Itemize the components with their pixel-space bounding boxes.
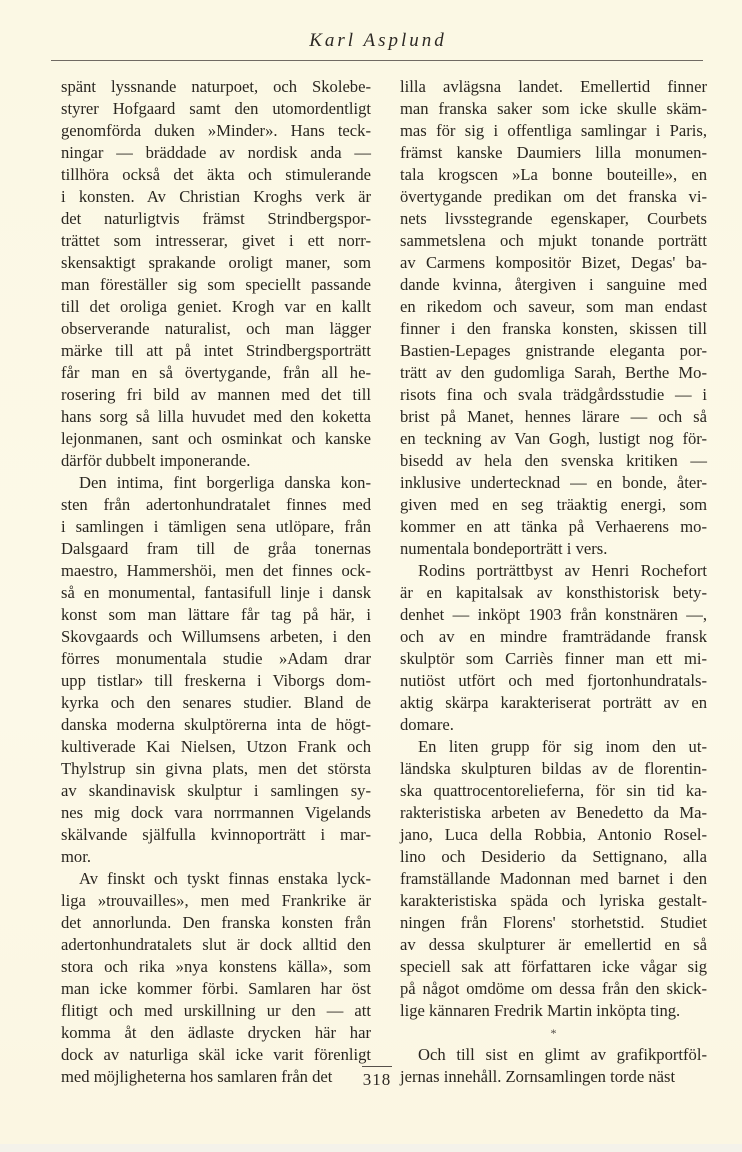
- text-line: Dalsgaard fram till de gråa tonernas: [61, 539, 371, 558]
- text-line: Och till sist en glimt av grafikportföl-: [418, 1045, 707, 1064]
- text-line: får man en så övertygande, från all he-: [61, 363, 371, 382]
- text-line: skulptör som Carriès finner man ett mi-: [400, 649, 707, 668]
- text-line: därför dubbelt imponerande.: [61, 451, 251, 470]
- text-line: komma åt den ädlaste drycken här har: [61, 1023, 371, 1042]
- text-line: trättet som intresserar, givet i ett norr-: [61, 231, 371, 250]
- text-line: ska quattrocentorelieferna, för sin tid ka-: [400, 781, 707, 800]
- right-text-column: [400, 76, 707, 1088]
- text-line: på något omdöme om dessa från den skick-: [400, 979, 707, 998]
- text-line: aktig skärpa karakteriserat porträtt av en: [400, 693, 707, 712]
- text-line: speciell sak att författaren icke vågar sig: [400, 957, 707, 976]
- section-divider-asterisk: *: [550, 1026, 557, 1040]
- text-line: Thylstrup sin givna plats, men det största: [61, 759, 371, 778]
- text-line: det naturligtvis främst Strindbergspor-: [61, 209, 371, 228]
- text-line: spänt lyssnande naturpoet, och Skolebe-: [61, 77, 371, 96]
- text-line: jernas innehåll. Zornsamlingen torde näst: [400, 1067, 676, 1086]
- text-line: adertonhundratalets slut är dock alltid den: [61, 935, 371, 954]
- running-head-author: Karl Asplund: [309, 30, 447, 51]
- text-line: dock av naturliga skäl icke varit förenligt: [61, 1045, 371, 1064]
- text-line: främst kanske Daumiers lilla monumen-: [400, 143, 707, 162]
- text-line: av skandinavisk skulptur i samlingen sy-: [61, 781, 371, 800]
- text-line: nets livsstegrande egenskaper, Courbets: [400, 209, 707, 228]
- text-line: rosering fri bild av mannen med det till: [61, 385, 371, 404]
- text-line: nutiöst utfört och med fjortonhundratals-: [400, 671, 707, 690]
- text-line: och av en mindre framträdande fransk: [400, 627, 707, 646]
- text-line: konst som man lättare får tag på här, i: [61, 605, 371, 624]
- text-line: tillhöra också det äkta och stimulerande: [61, 165, 371, 184]
- text-line: sammetslena och mjukt tonande porträtt: [400, 231, 707, 250]
- text-line: övertygande predikan om det franska vi-: [400, 187, 707, 206]
- text-line: ningar — bräddade av nordisk anda —: [61, 143, 371, 162]
- text-line: rakteristiska arbeten av Benedetto da Ma-: [400, 803, 707, 822]
- text-line: numentala bondeporträtt i vers.: [400, 539, 608, 558]
- text-line: lige kännaren Fredrik Martin inköpta ting.: [400, 1001, 681, 1020]
- text-line: finner i den franska konsten, skissen till: [400, 319, 707, 338]
- text-line: framställande Madonnan med barnet i den: [400, 869, 707, 888]
- text-line: nes mig dock vara norrmannen Vigelands: [61, 803, 371, 822]
- text-line: Bastien-Lepages gnistrande eleganta por-: [400, 341, 707, 360]
- text-line: mas för sig i offentliga samlingar i Paris,: [400, 121, 707, 140]
- text-line: styrer Hofgaard samt den utomordentligt: [61, 99, 371, 118]
- text-line: märke till att på intet Strindbergsporträtt: [61, 341, 371, 360]
- text-line: hans sorg så lilla huvudet med den koketta: [61, 407, 371, 426]
- text-line: En liten grupp för sig inom den ut-: [418, 737, 707, 756]
- text-line: denhet — inköpt 1903 från konstnären —,: [400, 605, 707, 624]
- text-line: given med en seg träaktig energi, som: [400, 495, 707, 514]
- text-line: lino och Desiderio da Settignano, alla: [400, 847, 707, 866]
- text-line: det annorlunda. Den franska konsten från: [61, 913, 371, 932]
- text-line: med möjligheterna hos samlaren från det: [61, 1067, 333, 1086]
- text-line: karakteristiska späda och lyriska gestalt-: [400, 891, 707, 910]
- text-line: inklusive undertecknad — en bonde, åter-: [400, 473, 707, 492]
- text-line: lejonmanen, sant och osminkat och kanske: [61, 429, 371, 448]
- text-line: tala krogscen »La bonne bouteille», en: [400, 165, 707, 184]
- text-line: av dessa skulpturer är emellertid en så: [400, 935, 707, 954]
- left-text-column: [61, 76, 371, 1088]
- text-line: observerande naturalist, och man lägger: [61, 319, 371, 338]
- text-line: Den intima, fint borgerliga danska kon-: [79, 473, 371, 492]
- text-line: flitigt och med urskillning ur den — att: [61, 1001, 371, 1020]
- text-line: så en monumental, fantasifull linje i dansk: [61, 583, 371, 602]
- text-line: Skovgaards och Willumsens arbeten, i den: [61, 627, 371, 646]
- text-line: Av finskt och tyskt finnas enstaka lyck-: [79, 869, 371, 888]
- page-bottom-edge: [0, 1144, 742, 1152]
- text-line: jano, Luca della Robbia, Antonio Rosel-: [400, 825, 707, 844]
- header-rule: [51, 60, 703, 61]
- text-line: skensaktigt sprakande oroligt maner, som: [61, 253, 371, 272]
- text-line: man franska saker som icke skulle skäm-: [400, 99, 707, 118]
- text-line: stora och rika »nya konstens källa», som: [61, 957, 371, 976]
- text-line: skälvande själfulla kvinnoporträtt i mar-: [61, 825, 371, 844]
- text-line: i konsten. Av Christian Kroghs verk är: [61, 187, 371, 206]
- text-line: genomförda duken »Minder». Hans teck-: [61, 121, 371, 140]
- text-line: mor.: [61, 847, 91, 866]
- text-line: brist på Manet, hennes lärare — och så: [400, 407, 707, 426]
- page-number: 318: [362, 1070, 392, 1089]
- text-line: ländska skulpturen bildas av de florentin-: [400, 759, 707, 778]
- text-line: förres monumentala studie »Adam drar: [61, 649, 371, 668]
- text-line: är en kapitalsak av konsthistorisk bety-: [400, 583, 707, 602]
- text-line: i samlingen i tämligen sena utlöpare, från: [61, 517, 371, 536]
- text-line: danska moderna skulptörerna inta de högt-: [61, 715, 371, 734]
- text-line: ningen från Florens' storhetstid. Studiet: [400, 913, 707, 932]
- text-line: kommer en att tänka på Verhaerens mo-: [400, 517, 707, 536]
- text-line: man föreställer sig som speciellt passande: [61, 275, 371, 294]
- text-line: trätt av den gudomliga Sarah, Berthe Mo-: [400, 363, 707, 382]
- text-line: liga »trouvailles», men med Frankrike är: [61, 891, 371, 910]
- text-line: lilla avlägsna landet. Emellertid finner: [400, 77, 707, 96]
- text-line: kultiverade Kai Nielsen, Utzon Frank och: [61, 737, 371, 756]
- text-line: domare.: [400, 715, 454, 734]
- text-line: en rikedom och saveur, som man endast: [400, 297, 707, 316]
- text-line: risots fina och svala trädgårdsstudie — i: [400, 385, 707, 404]
- text-line: sten från adertonhundratalet finnes med: [61, 495, 371, 514]
- text-line: kyrka och den senares studier. Bland de: [61, 693, 371, 712]
- text-line: upp tistlar» till freskerna i Viborgs dom-: [61, 671, 371, 690]
- text-line: av Carmens kompositör Bizet, Degas' ba-: [400, 253, 707, 272]
- text-line: bisedd av hela den svenska kritiken —: [400, 451, 707, 470]
- text-line: maestro, Hammershöi, men det finnes ock-: [61, 561, 371, 580]
- text-line: till det oroliga geniet. Krogh var en kallt: [61, 297, 371, 316]
- text-line: en teckning av Van Gogh, lustigt nog för-: [400, 429, 707, 448]
- text-line: man icke kommer förbi. Samlaren har öst: [61, 979, 371, 998]
- text-line: Rodins porträttbyst av Henri Rochefort: [418, 561, 707, 580]
- folio-rule: [362, 1066, 392, 1067]
- text-line: dande kvinna, återgiven i sanguine med: [400, 275, 707, 294]
